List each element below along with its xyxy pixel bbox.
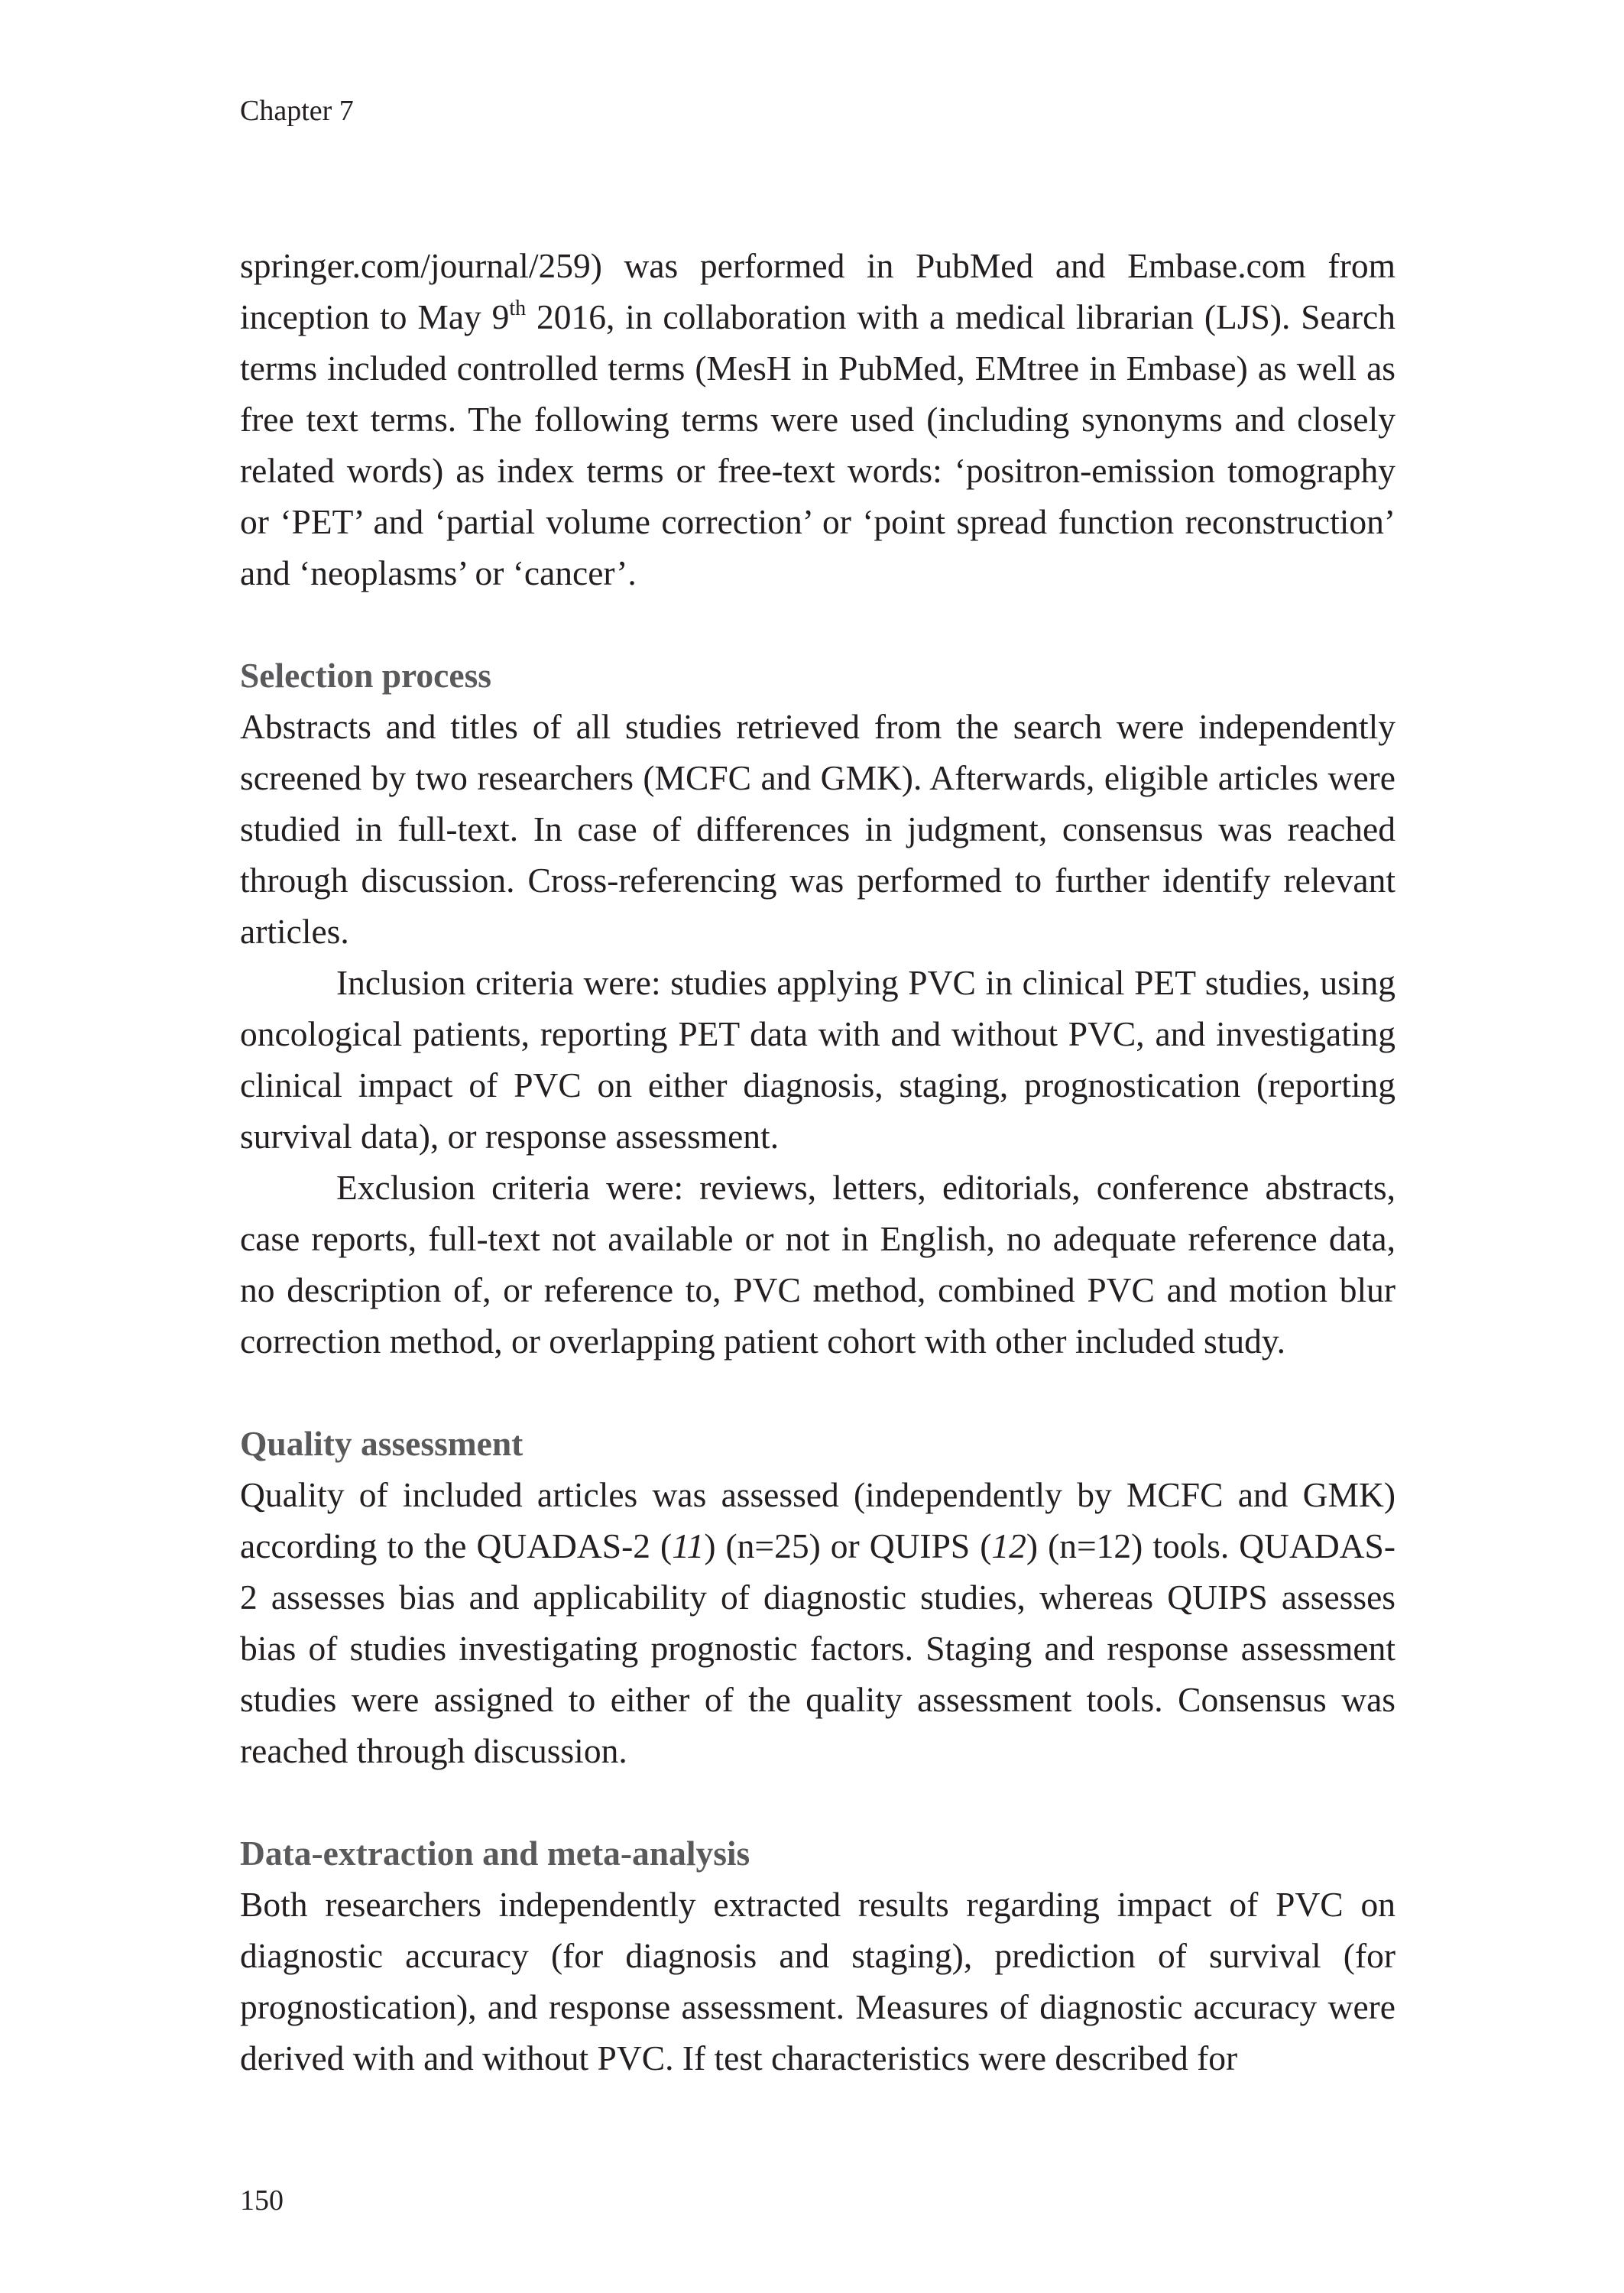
paragraph-exclusion-criteria: Exclusion criteria were: reviews, letters, editorials, conference abstracts, case reports, full-text not available or not in English, no adequate reference data, no description of, or reference to, PVC method, combined PVC and motion blur correction method, or overlapping patient cohort with other included study. bbox=[240, 1168, 1395, 1361]
paragraph-selection: Abstracts and titles of all studies retrieved from the search were independently screened by two researchers (MCFC and GMK). Afterwards, eligible articles were studied in full-text. In case of differences in judgment, consensus was reached through discussion. Cross-referencing was performed to further identify relevant articles. bbox=[240, 707, 1395, 951]
reference-citation: 11 bbox=[672, 1526, 705, 1565]
text-segment: springer.com/journal/259) was performed in PubMed and Embase.com from inception to May 9 bbox=[240, 246, 1395, 336]
heading-selection-process: Selection process bbox=[240, 656, 491, 695]
reference-citation: 12 bbox=[991, 1526, 1026, 1565]
heading-quality-assessment: Quality assessment bbox=[240, 1424, 524, 1463]
superscript: th bbox=[509, 296, 527, 320]
heading-data-extraction: Data-extraction and meta-analysis bbox=[240, 1834, 750, 1873]
text-segment: ) (n=25) or QUIPS ( bbox=[704, 1526, 992, 1565]
text-segment: Quality of included articles was assessed (independently by MCFC and GMK) according to the QUADAS-2 ( bbox=[240, 1475, 1395, 1565]
paragraph-data-extraction: Both researchers independently extracted results regarding impact of PVC on diagnostic accuracy (for diagnosis and staging), prediction of survival (for prognostication), and response assessment. Measures of diagnostic accuracy were derived with and without PVC. If test characteristics were described for bbox=[240, 1885, 1395, 2077]
running-head: Chapter 7 bbox=[240, 95, 354, 127]
paragraph-inclusion-criteria: Inclusion criteria were: studies applying PVC in clinical PET studies, using oncological patients, reporting PET data with and without PVC, and investigating clinical impact of PVC on either diagnosis, staging, prognostication (reporting survival data), or response assessment. bbox=[240, 963, 1395, 1156]
paragraph-search-strategy bbox=[240, 240, 1395, 598]
page-number: 150 bbox=[240, 2184, 284, 2217]
text-segment: 2016, in collaboration with a medical librarian (LJS). Search terms included controlled terms (MesH in PubMed, EMtree in Embase) as well as free text terms. The following terms were used (including synonyms and closely related words) as index terms or free-text words: ‘positron-emission tomography or ‘PET’ and ‘partial volume correction’ or ‘point spread function reconstruction’ and ‘neoplasms’ or ‘cancer’. bbox=[240, 297, 1395, 592]
page-body bbox=[240, 240, 1395, 2084]
paragraph-quality bbox=[240, 1469, 1395, 1776]
text-segment: ) (n=12) tools. QUADAS-2 assesses bias and applicability of diagnostic studies, whereas QUIPS assesses bias of studies investigating prognostic factors. Staging and response assessment studies were assigned to either of the quality assessment tools. Consensus was reached through discussion. bbox=[240, 1526, 1395, 1770]
